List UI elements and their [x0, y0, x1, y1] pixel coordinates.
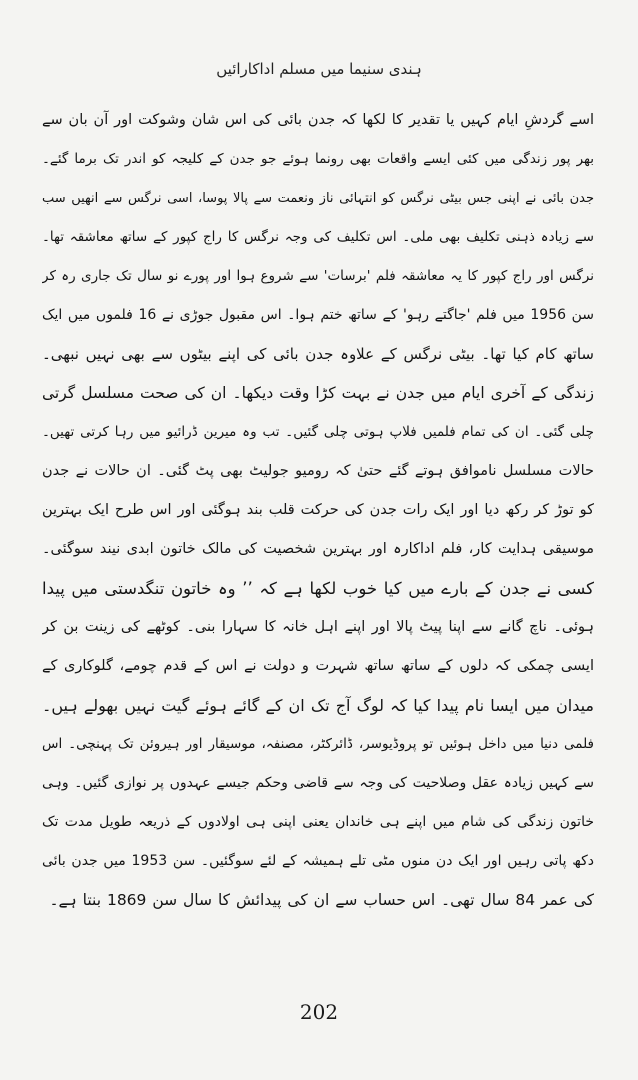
text-line: نرگس اور راج کپور کا یہ معاشقہ فلم 'برسات' سے شروع ہوا اور پورے نو سال تک جاری رہ کر — [42, 268, 594, 284]
text-line: ساتھ کام کیا تھا۔ بیٹی نرگس کے علاوہ جدن بائی کی اپنے بیٹوں سے بھی نہیں نبھی۔ — [42, 345, 594, 363]
text-line: حالات مسلسل ناموافق ہوتے گئے حتیٰ کہ رومیو جولیٹ بھی پٹ گئی۔ ان حالات نے جدن — [42, 463, 594, 479]
text-line: چلی گئی۔ ان کی تمام فلمیں فلاپ ہوتی چلی گئیں۔ تب وہ میرین ڈرائیو میں رہا کرتی تھیں۔ — [42, 424, 594, 440]
text-line: ایسی چمکی کہ دلوں کے ساتھ ساتھ شہرت و دولت نے اس کے قدم چومے، گلوکاری کے — [42, 658, 594, 674]
body-text — [42, 101, 594, 920]
text-line: کو توڑ کر رکھ دیا اور ایک رات جدن کی حرکت قلب بند ہوگئی اور اس طرح ایک بہترین — [42, 502, 594, 518]
text-line: سے زیادہ ذہنی تکلیف بھی ملی۔ اس تکلیف کی وجہ نرگس کا راج کپور کے ساتھ معاشقہ تھا۔ — [42, 229, 594, 245]
text-line: جدن بائی نے اپنی جس بیٹی نرگس کو انتہائی ناز ونعمت سے پالا پوسا، اسی نرگس سے انھیں سب — [42, 191, 594, 206]
text-line: کسی نے جدن کے بارے میں کیا خوب لکھا ہے کہ ’’ وہ خاتون تنگدستی میں پیدا — [42, 579, 594, 598]
text-line: کی عمر 84 سال تھی۔ اس حساب سے ان کی پیدائش کا سال سن 1869 بنتا ہے۔ — [49, 891, 594, 909]
text-line: ہوئی۔ ناچ گانے سے اپنا پیٹ پالا اور اپنے اہل خانہ کا سہارا بنی۔ کوٹھے کی زینت بن کر — [42, 619, 594, 635]
text-line: موسیقی ہدایت کار، فلم اداکارہ اور بہترین شخصیت کی مالک خاتون ابدی نیند سوگئی۔ — [42, 541, 594, 557]
text-line: دکھ پاتی رہیں اور ایک دن منوں مٹی تلے ہمیشہ کے لئے سوگئیں۔ سن 1953 میں جدن بائی — [42, 853, 594, 869]
running-header: ہندی سنیما میں مسلم اداکارائیں — [216, 60, 422, 78]
text-line: سے کہیں زیادہ عقل وصلاحیت کی وجہ سے قاضی وحکم جیسے عہدوں پر نوازی گئیں۔ وہی — [42, 775, 594, 791]
text-line: سن 1956 میں فلم 'جاگتے رہو' کے ساتھ ختم ہوا۔ اس مقبول جوڑی نے 16 فلموں میں ایک — [42, 307, 594, 323]
text-line: خاتون زندگی کی شام میں اپنے ہی خاندان یعنی اپنی ہی اولادوں کے ذریعہ طویل مدت تک — [42, 814, 594, 830]
text-line: اسے گردشِ ایام کہیں یا تقدیر کا لکھا کہ جدن بائی کی اس شان وشوکت اور آن بان سے — [42, 112, 594, 128]
text-line: بھر پور زندگی میں کئی ایسے واقعات بھی رونما ہوئے جو جدن کے کلیجہ کو اندر تک برما گئے۔ — [42, 151, 594, 167]
text-line: زندگی کے آخری ایام میں جدن نے بہت کڑا وقت دیکھا۔ ان کی صحت مسلسل گرتی — [42, 384, 594, 402]
text-line: فلمی دنیا میں داخل ہوئیں تو پروڈیوسر، ڈائرکٹر، مصنفہ، موسیقار اور ہیروئن تک پہنچی۔ اس — [42, 736, 594, 752]
page-number: 202 — [299, 1000, 339, 1024]
text-line: میدان میں ایسا نام پیدا کیا کہ لوگ آج تک ان کے گائے ہوئے گیت نہیں بھولے ہیں۔ — [42, 696, 594, 715]
